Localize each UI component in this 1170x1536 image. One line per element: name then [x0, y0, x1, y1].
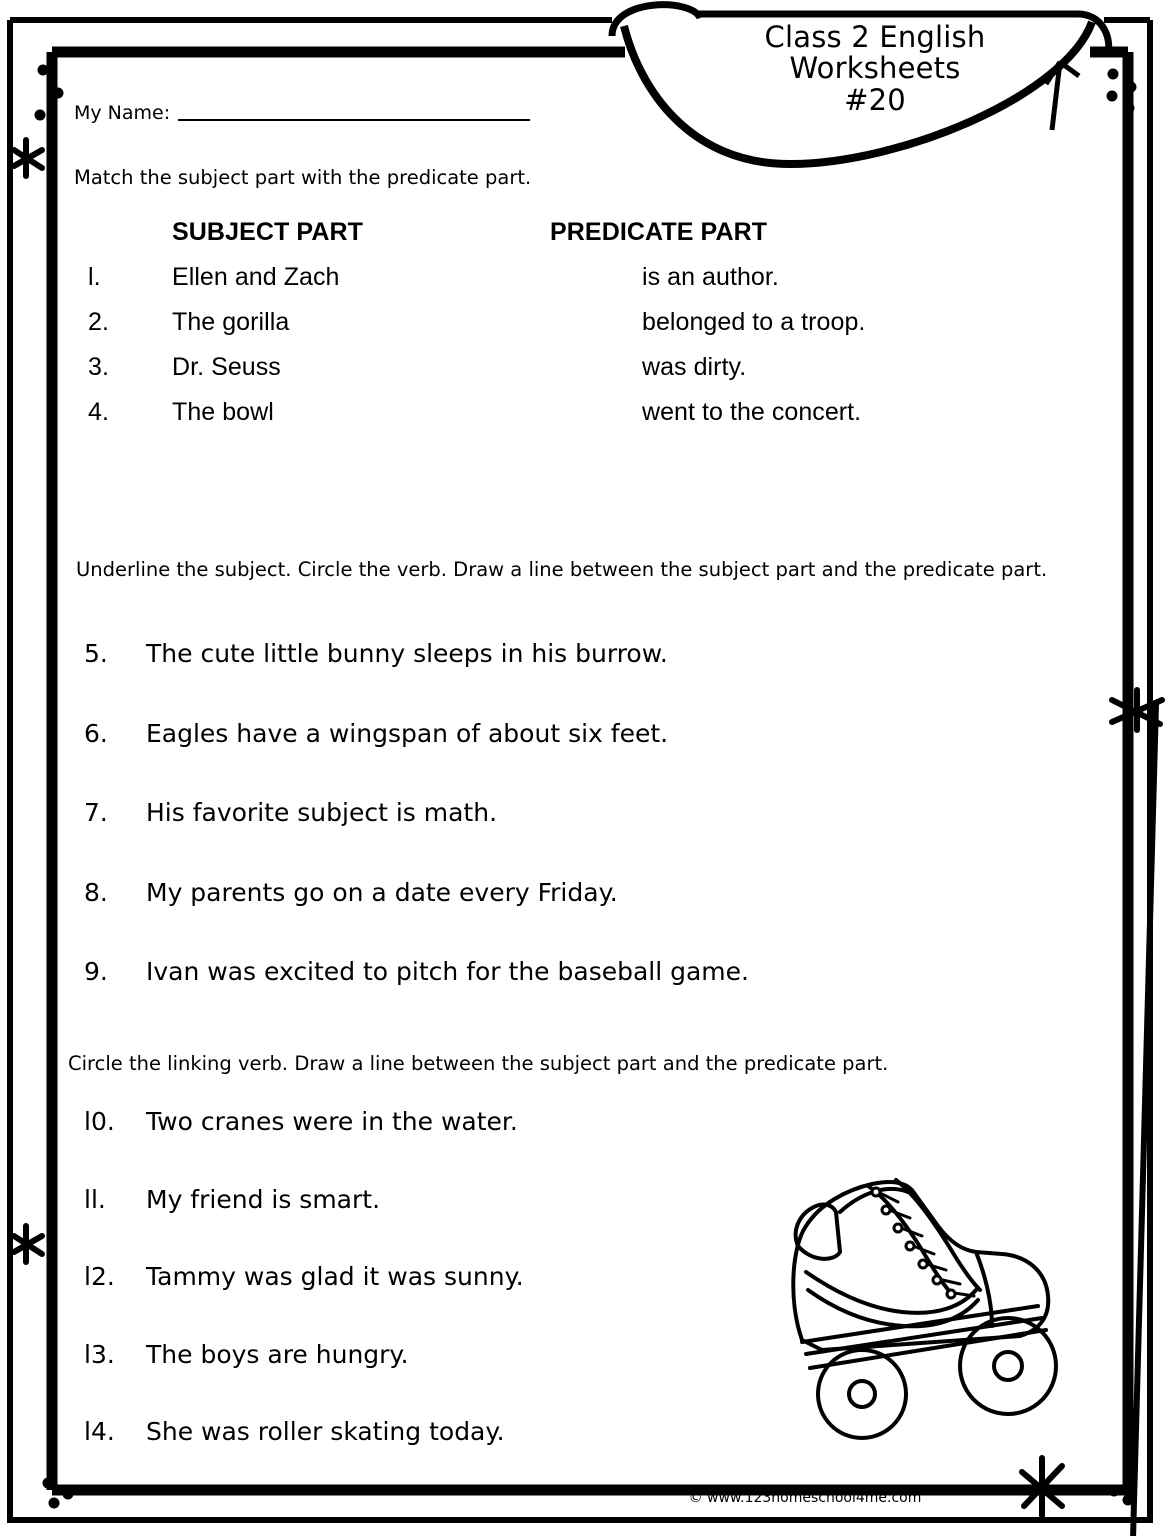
question-number: 9. — [84, 957, 108, 986]
instruction-linking: Circle the linking verb. Draw a line between the subject part and the predicate part. — [68, 1052, 889, 1075]
title-line-1: Class 2 English — [764, 20, 986, 54]
question-number: 5. — [84, 639, 108, 668]
match-row-subject: Dr. Seuss — [172, 353, 281, 381]
match-row-predicate: is an author. — [642, 263, 779, 291]
question-list-underline — [78, 640, 1088, 1038]
list-item[interactable] — [78, 799, 1088, 827]
table-row[interactable] — [80, 353, 1080, 382]
match-row-number: 3. — [88, 353, 109, 381]
match-header-subject: SUBJECT PART — [172, 218, 364, 246]
match-row-subject: Ellen and Zach — [172, 263, 340, 291]
list-item[interactable] — [78, 720, 1088, 748]
question-number: l4. — [84, 1417, 115, 1446]
table-row[interactable] — [80, 263, 1080, 292]
list-item[interactable] — [78, 879, 1088, 907]
match-row-number: 4. — [88, 398, 109, 426]
instruction-match: Match the subject part with the predicate part. — [74, 166, 532, 189]
match-row-predicate: went to the concert. — [642, 398, 862, 426]
question-number: l3. — [84, 1339, 115, 1369]
roller-skate-icon — [762, 1150, 1082, 1440]
match-row-subject: The gorilla — [172, 308, 290, 336]
question-text: His favorite subject is math. — [146, 798, 498, 827]
list-item[interactable] — [78, 958, 1088, 986]
copyright-text: © www.123homeschool4me.com — [688, 1490, 922, 1506]
question-text: Ivan was excited to pitch for the baseball game. — [146, 957, 749, 986]
match-row-predicate: was dirty. — [642, 353, 747, 381]
match-header-row — [80, 218, 1080, 247]
name-input-line[interactable] — [178, 119, 530, 121]
name-field-row — [74, 104, 530, 123]
title-line-3: #20 — [844, 82, 906, 117]
question-text: Eagles have a wingspan of about six feet. — [146, 718, 669, 748]
match-row-predicate: belonged to a troop. — [642, 308, 866, 336]
question-number: ll. — [84, 1184, 106, 1214]
question-number: 6. — [84, 718, 108, 748]
list-item[interactable] — [78, 640, 1088, 668]
skate-wheel-rear-hub — [849, 1381, 875, 1407]
table-row[interactable] — [80, 398, 1080, 427]
question-text: My parents go on a date every Friday. — [146, 877, 618, 907]
question-text: She was roller skating today. — [146, 1417, 505, 1446]
match-header-predicate: PREDICATE PART — [550, 218, 768, 246]
list-item[interactable] — [78, 1108, 1088, 1136]
skate-wheel-front — [960, 1318, 1056, 1414]
match-row-number: l. — [88, 263, 101, 291]
table-row[interactable] — [80, 308, 1080, 337]
title-line-2: Worksheets — [789, 51, 961, 86]
question-number: 7. — [84, 798, 108, 827]
name-label: My Name: — [74, 102, 171, 124]
question-number: 8. — [84, 877, 108, 907]
match-row-subject: The bowl — [172, 398, 274, 426]
question-text: My friend is smart. — [146, 1184, 381, 1214]
question-number: l2. — [84, 1262, 115, 1291]
instruction-underline: Underline the subject. Circle the verb. Draw a line between the subject part and the predicate part. — [76, 558, 1048, 581]
question-text: Two cranes were in the water. — [146, 1107, 518, 1136]
skate-wheel-rear — [818, 1350, 906, 1438]
question-text: The boys are hungry. — [146, 1339, 409, 1369]
footer — [0, 1490, 1170, 1506]
match-section — [80, 218, 1080, 443]
question-text: Tammy was glad it was sunny. — [146, 1262, 524, 1291]
skate-wheel-front-hub — [994, 1352, 1022, 1380]
match-row-number: 2. — [88, 308, 109, 336]
worksheet-title — [700, 22, 1050, 116]
question-text: The cute little bunny sleeps in his burrow. — [146, 639, 668, 668]
question-number: l0. — [84, 1107, 115, 1136]
